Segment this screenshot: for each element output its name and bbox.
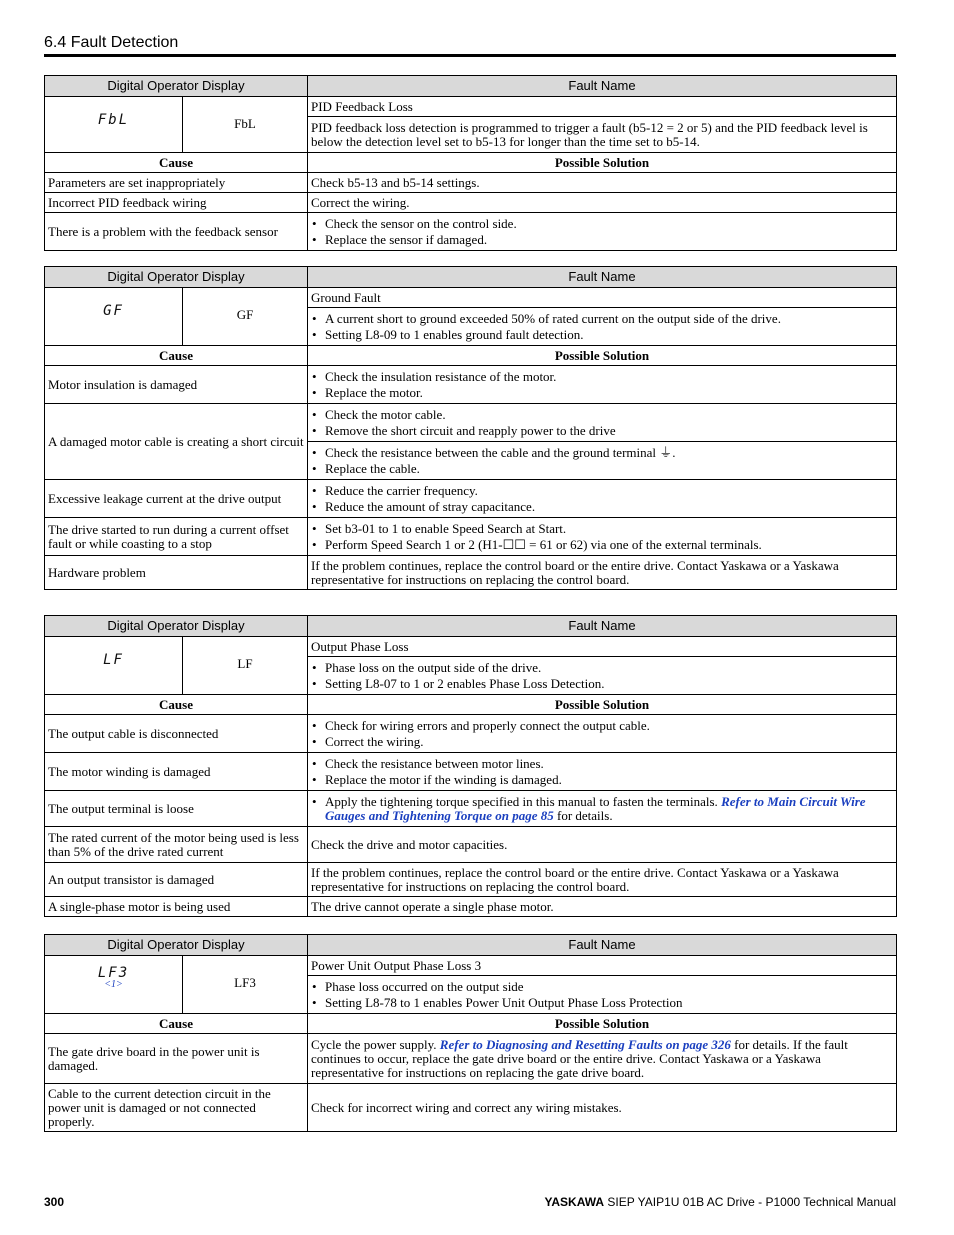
table-row	[45, 827, 897, 863]
bullet-item: • Reduce the carrier frequency.	[311, 484, 893, 498]
cause-cell: A single-phase motor is being used	[45, 897, 308, 917]
solution-cell	[308, 213, 897, 251]
bullet-item: • Setting L8-09 to 1 enables ground fault detection.	[311, 328, 893, 342]
cause-cell: The rated current of the motor being used is less than 5% of the drive rated current	[45, 827, 308, 863]
table-row	[45, 753, 897, 791]
table-row	[45, 791, 897, 827]
cause-cell: An output transistor is damaged	[45, 863, 308, 897]
bullet-item: • Phase loss occurred on the output side	[311, 980, 893, 994]
fault-table-lf	[44, 615, 897, 917]
table-row	[45, 1084, 897, 1132]
col-header-display: Digital Operator Display	[45, 267, 308, 288]
bullet-item: • Replace the motor.	[311, 386, 893, 400]
cause-cell: A damaged motor cable is creating a short circuit	[45, 404, 308, 480]
fault-description: PID feedback loss detection is programmed to trigger a fault (b5-12 = 2 or 5) and the PID feedback level is below the detection level set to b5-13 for longer than the time set to b5-14.	[308, 117, 897, 153]
page-number: 300	[44, 1195, 65, 1209]
bullet-item: • Replace the sensor if damaged.	[311, 233, 893, 247]
solution-cell	[308, 791, 897, 827]
cause-cell: Incorrect PID feedback wiring	[45, 193, 308, 213]
cause-cell: Cable to the current detection circuit in the power unit is damaged or not connected properly.	[45, 1084, 308, 1132]
col-header-display: Digital Operator Display	[45, 76, 308, 97]
fault-code: LF	[183, 637, 308, 695]
operator-display: GF	[45, 288, 183, 346]
fault-code: GF	[183, 288, 308, 346]
solution-cell: Cycle the power supply. Refer to Diagnosing and Resetting Faults on page 326 for details. If the fault continues to occur, replace the gate drive board or the entire drive. Contact Yaskawa or a Yaskawa representative for instructions on replacing the gate drive board.	[308, 1034, 897, 1084]
solution-cell	[308, 715, 897, 753]
page-header	[44, 34, 896, 57]
col-header-solution: Possible Solution	[308, 153, 897, 173]
fault-table-gf	[44, 266, 897, 590]
fault-table-lf3	[44, 934, 897, 1132]
cross-reference-link[interactable]: Refer to Diagnosing and Resetting Faults on page 326	[439, 1036, 731, 1052]
bullet-item: • Replace the cable.	[311, 462, 893, 476]
bullet-item: • Setting L8-78 to 1 enables Power Unit Output Phase Loss Protection	[311, 996, 893, 1010]
table-row	[45, 715, 897, 753]
fault-table-fbl	[44, 75, 897, 251]
solution-cell	[308, 518, 897, 556]
solution-cell: Check b5-13 and b5-14 settings.	[308, 173, 897, 193]
solution-cell	[308, 404, 897, 442]
footnote-ref[interactable]: <1>	[104, 979, 123, 990]
solution-cell: Check for incorrect wiring and correct any wiring mistakes.	[308, 1084, 897, 1132]
solution-cell: Check the drive and motor capacities.	[308, 827, 897, 863]
solution-cell	[308, 480, 897, 518]
cross-reference-link[interactable]: Refer to Main Circuit Wire Gauges and Tightening Torque on page 85	[325, 793, 866, 823]
fault-name: PID Feedback Loss	[308, 97, 897, 117]
bullet-item: • Apply the tightening torque specified in this manual to fasten the terminals. Refer to Main Circuit Wire Gauges and Tightening Torque on page 85 for details.	[311, 795, 893, 823]
fault-name: Power Unit Output Phase Loss 3	[308, 956, 897, 976]
bullet-item: • Set b3-01 to 1 to enable Speed Search at Start.	[311, 522, 893, 536]
bullet-item: • Perform Speed Search 1 or 2 (H1-☐☐ = 61 or 62) via one of the external terminals.	[311, 538, 893, 552]
cause-cell: The drive started to run during a current offset fault or while coasting to a stop	[45, 518, 308, 556]
table-row	[45, 213, 897, 251]
bullet-item: • Check the motor cable.	[311, 408, 893, 422]
solution-cell	[308, 366, 897, 404]
manual-title: YASKAWA SIEP YAIP1U 01B AC Drive - P1000 Technical Manual	[544, 1195, 896, 1209]
table-row	[45, 404, 897, 442]
fault-description	[308, 976, 897, 1014]
fault-description	[308, 308, 897, 346]
cause-cell: There is a problem with the feedback sensor	[45, 213, 308, 251]
bullet-item: • A current short to ground exceeded 50% of rated current on the output side of the drive.	[311, 312, 893, 326]
table-row	[45, 518, 897, 556]
col-header-display: Digital Operator Display	[45, 616, 308, 637]
fault-name: Output Phase Loss	[308, 637, 897, 657]
cause-cell: The output terminal is loose	[45, 791, 308, 827]
col-header-cause: Cause	[45, 695, 308, 715]
col-header-solution: Possible Solution	[308, 695, 897, 715]
table-row	[45, 897, 897, 917]
fault-code: LF3	[183, 956, 308, 1014]
col-header-cause: Cause	[45, 153, 308, 173]
table-row	[45, 863, 897, 897]
table-row	[45, 1034, 897, 1084]
operator-display: FbL	[45, 97, 183, 153]
solution-cell: If the problem continues, replace the control board or the entire drive. Contact Yaskawa or a Yaskawa representative for instructions on replacing the control board.	[308, 556, 897, 590]
operator-display: LF	[45, 637, 183, 695]
bullet-item: • Phase loss on the output side of the drive.	[311, 661, 893, 675]
col-header-solution: Possible Solution	[308, 1014, 897, 1034]
section-title: 6.4 Fault Detection	[44, 34, 896, 57]
cause-cell: Motor insulation is damaged	[45, 366, 308, 404]
col-header-cause: Cause	[45, 1014, 308, 1034]
table-row	[45, 556, 897, 590]
cause-cell: The motor winding is damaged	[45, 753, 308, 791]
col-header-solution: Possible Solution	[308, 346, 897, 366]
bullet-item: • Check the resistance between the cable and the ground terminal ⏚.	[311, 446, 893, 460]
fault-name: Ground Fault	[308, 288, 897, 308]
cause-cell: Hardware problem	[45, 556, 308, 590]
col-header-fault-name: Fault Name	[308, 935, 897, 956]
table-row	[45, 193, 897, 213]
brand-name: YASKAWA	[544, 1195, 605, 1209]
bullet-item: • Remove the short circuit and reapply power to the drive	[311, 424, 893, 438]
table-row	[45, 366, 897, 404]
col-header-display: Digital Operator Display	[45, 935, 308, 956]
solution-cell	[308, 753, 897, 791]
cause-cell: The gate drive board in the power unit is damaged.	[45, 1034, 308, 1084]
bullet-item: • Check the sensor on the control side.	[311, 217, 893, 231]
bullet-item: • Replace the motor if the winding is damaged.	[311, 773, 893, 787]
col-header-fault-name: Fault Name	[308, 76, 897, 97]
bullet-item: • Reduce the amount of stray capacitance.	[311, 500, 893, 514]
cause-cell: Parameters are set inappropriately	[45, 173, 308, 193]
operator-display: LF3 <1>	[45, 956, 183, 1014]
cause-cell: The output cable is disconnected	[45, 715, 308, 753]
solution-cell	[308, 442, 897, 480]
col-header-fault-name: Fault Name	[308, 267, 897, 288]
cause-cell: Excessive leakage current at the drive output	[45, 480, 308, 518]
col-header-fault-name: Fault Name	[308, 616, 897, 637]
table-row	[45, 480, 897, 518]
col-header-cause: Cause	[45, 346, 308, 366]
bullet-item: • Correct the wiring.	[311, 735, 893, 749]
bullet-item: • Check the resistance between motor lines.	[311, 757, 893, 771]
solution-cell: If the problem continues, replace the control board or the entire drive. Contact Yaskawa or a Yaskawa representative for instructions on replacing the control board.	[308, 863, 897, 897]
fault-code: FbL	[183, 97, 308, 153]
solution-cell: The drive cannot operate a single phase motor.	[308, 897, 897, 917]
bullet-item: • Check the insulation resistance of the motor.	[311, 370, 893, 384]
solution-cell: Correct the wiring.	[308, 193, 897, 213]
bullet-item: • Check for wiring errors and properly connect the output cable.	[311, 719, 893, 733]
bullet-item: • Setting L8-07 to 1 or 2 enables Phase Loss Detection.	[311, 677, 893, 691]
fault-description	[308, 657, 897, 695]
table-row	[45, 173, 897, 193]
